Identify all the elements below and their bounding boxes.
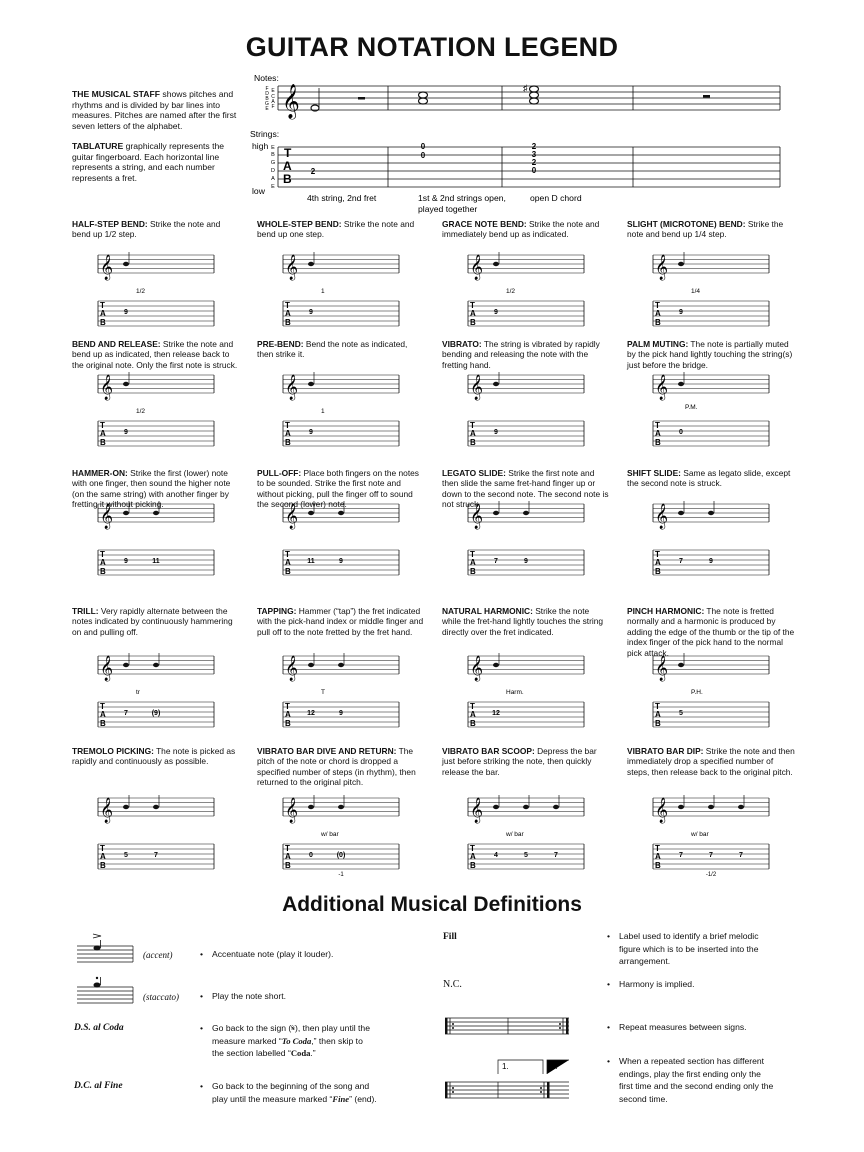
technique-caption xyxy=(257,746,425,788)
technique-notation xyxy=(96,788,216,878)
second-ending-label: 2. xyxy=(551,1062,558,1071)
svg-text:9: 9 xyxy=(679,309,683,316)
d-chord-notes xyxy=(530,86,539,92)
accent-desc: • Accentuate note (play it louder). xyxy=(212,948,333,961)
main-staff-diagram xyxy=(240,70,800,220)
svg-text:w/ bar: w/ bar xyxy=(321,831,339,838)
svg-text:9: 9 xyxy=(494,309,498,316)
technique-text: Strike the note and then immediately drop a specified number of steps, then release back to the original pitch. xyxy=(627,746,795,777)
technique-heading: GRACE NOTE BEND: xyxy=(442,219,527,229)
technique-heading: VIBRATO BAR SCOOP: xyxy=(442,746,535,756)
technique-text: The note is partially muted by the pick hand lightly touching the string(s) just before the bridge. xyxy=(627,339,793,370)
svg-text:𝄞: 𝄞 xyxy=(470,655,484,680)
staccato-staff-icon xyxy=(75,973,135,1013)
svg-text:𝄞: 𝄞 xyxy=(655,797,669,822)
technique-text: Strike the first note and then slide the same fret-hand finger up or down to the second note. The second note is not struck. xyxy=(442,468,609,510)
svg-text:TAB: T A B xyxy=(470,844,476,870)
svg-text:𝄞: 𝄞 xyxy=(285,503,299,528)
svg-text:𝄞: 𝄞 xyxy=(655,254,669,279)
technique-heading: PALM MUTING: xyxy=(627,339,689,349)
technique-notation xyxy=(96,646,216,736)
svg-text:9: 9 xyxy=(309,309,313,316)
technique-text: Strike the note while the fret-hand lightly touches the string directly over the fret indicated. xyxy=(442,606,604,637)
svg-text:𝄞: 𝄞 xyxy=(100,503,114,528)
nc-desc: • Harmony is implied. xyxy=(619,978,694,991)
svg-text:(9): (9) xyxy=(151,710,161,717)
technique-heading: LEGATO SLIDE: xyxy=(442,468,506,478)
svg-text:-1: -1 xyxy=(338,872,344,878)
technique-notation xyxy=(651,365,771,455)
svg-text:𝄞: 𝄞 xyxy=(100,655,114,680)
svg-text:TAB: T A B xyxy=(655,844,661,870)
technique-caption xyxy=(72,606,240,637)
technique-heading: PULL-OFF: xyxy=(257,468,302,478)
svg-text:12: 12 xyxy=(307,710,315,717)
technique-caption xyxy=(72,219,240,240)
svg-text:0: 0 xyxy=(531,166,537,175)
svg-text:F: F xyxy=(265,86,269,92)
technique-notation xyxy=(281,365,401,455)
technique-notation xyxy=(466,646,586,736)
main-tab-lines xyxy=(278,147,780,187)
svg-text:𝄞: 𝄞 xyxy=(285,374,299,399)
treble-clef-icon: 𝄞 xyxy=(282,85,300,118)
svg-text:2: 2 xyxy=(531,158,537,167)
technique-caption xyxy=(257,339,425,360)
technique-text: Same as legato slide, except the second note is struck. xyxy=(627,468,791,489)
svg-text:2: 2 xyxy=(310,167,316,176)
technique-text: Strike the note and bend up one step. xyxy=(257,219,415,240)
staff-description-heading: THE MUSICAL STAFF xyxy=(72,89,161,99)
svg-text:𝄞: 𝄞 xyxy=(285,655,299,680)
technique-notation xyxy=(281,646,401,736)
technique-text: The note is fretted normally and a harmonic is produced by adding the edge of the thumb or the tip of the index finger of the pick hand to the normal pick attack. xyxy=(627,606,795,658)
technique-notation xyxy=(466,494,586,584)
whole-note xyxy=(419,92,428,98)
technique-text: Strike the note and bend up 1/4 step. xyxy=(627,219,784,240)
dc-al-fine-desc: • Go back to the beginning of the song and play until the measure marked “Fine” (end). xyxy=(212,1080,412,1105)
fill-desc: • Label used to identify a brief melodic figure which is to be inserted into the arrangement. xyxy=(619,930,789,968)
svg-text:B: B xyxy=(271,152,275,158)
technique-heading: SLIGHT (MICROTONE) BEND: xyxy=(627,219,746,229)
technique-caption xyxy=(627,219,795,240)
technique-caption xyxy=(442,746,610,777)
technique-notation xyxy=(466,365,586,455)
technique-notation xyxy=(96,245,216,335)
caption-played-together: played together xyxy=(418,204,478,214)
svg-text:G: G xyxy=(265,101,269,107)
half-rest xyxy=(358,97,365,100)
svg-text:T: T xyxy=(321,689,325,696)
technique-heading: NATURAL HARMONIC: xyxy=(442,606,533,616)
technique-heading: TREMOLO PICKING: xyxy=(72,746,154,756)
notes-label: Notes: xyxy=(254,73,279,83)
svg-text:9: 9 xyxy=(309,429,313,436)
technique-heading: TRILL: xyxy=(72,606,99,616)
svg-text:TAB: T A B xyxy=(100,421,106,447)
svg-text:w/ bar: w/ bar xyxy=(506,831,524,838)
technique-heading: VIBRATO BAR DIP: xyxy=(627,746,704,756)
technique-heading: VIBRATO: xyxy=(442,339,482,349)
svg-text:E: E xyxy=(271,88,275,94)
ds-al-coda-desc: • Go back to the sign (𝄋), then play until the measure marked “To Coda,” then skip to the section labelled “Coda.” xyxy=(212,1022,412,1060)
svg-text:0: 0 xyxy=(679,429,683,436)
svg-text:𝄞: 𝄞 xyxy=(100,254,114,279)
technique-caption xyxy=(627,746,795,777)
endings-staff xyxy=(443,1056,573,1106)
svg-text:1/4: 1/4 xyxy=(691,288,701,295)
technique-notation xyxy=(96,494,216,584)
svg-text:1: 1 xyxy=(321,408,325,415)
technique-text: The string is vibrated by rapidly bending and releasing the note with the fretting hand. xyxy=(442,339,600,370)
staff-description xyxy=(72,89,237,131)
technique-text: Bend the note as indicated, then strike it. xyxy=(257,339,408,360)
svg-text:𝄞: 𝄞 xyxy=(655,374,669,399)
technique-heading: VIBRATO BAR DIVE AND RETURN: xyxy=(257,746,397,756)
tablature-description-text: graphically represents the guitar fingerboard. Each horizontal line represents a string, and each number represents a fret. xyxy=(72,141,225,183)
svg-text:TAB: T A B xyxy=(655,301,661,327)
svg-text:7: 7 xyxy=(679,852,683,859)
technique-text: Very rapidly alternate between the notes indicated by continuously hammering on and pulling off. xyxy=(72,606,233,637)
svg-text:0: 0 xyxy=(309,852,313,859)
staff-description-text: shows pitches and rhythms and is divided by bar lines into measures. Pitches are named after the first seven letters of the alphabet. xyxy=(72,89,237,131)
svg-text:11: 11 xyxy=(307,558,315,565)
svg-text:TAB: T A B xyxy=(100,844,106,870)
technique-notation xyxy=(281,245,401,335)
technique-caption xyxy=(627,468,795,489)
svg-text:A: A xyxy=(271,176,275,182)
svg-text:A: A xyxy=(271,99,275,105)
svg-text:7: 7 xyxy=(739,852,743,859)
technique-text: Strike the note and bend up as indicated, then release back to the original note. Only the first note is struck. xyxy=(72,339,238,370)
svg-text:7: 7 xyxy=(554,852,558,859)
svg-text:TAB: T A B xyxy=(285,702,291,728)
svg-text:9: 9 xyxy=(339,710,343,717)
technique-heading: PRE-BEND: xyxy=(257,339,304,349)
svg-text:TAB: T A B xyxy=(285,421,291,447)
page-title: GUITAR NOTATION LEGEND xyxy=(245,32,619,62)
svg-text:0: 0 xyxy=(420,142,426,151)
svg-text:w/ bar: w/ bar xyxy=(691,831,709,838)
svg-text:E: E xyxy=(271,145,275,151)
svg-text:P.H.: P.H. xyxy=(691,689,703,696)
svg-text:TAB: T A B xyxy=(100,550,106,576)
svg-text:1/2: 1/2 xyxy=(136,408,146,415)
repeat-desc: • Repeat measures between signs. xyxy=(619,1021,747,1034)
svg-text:12: 12 xyxy=(492,710,500,717)
svg-text:7: 7 xyxy=(154,852,158,859)
svg-text:TAB: T A B xyxy=(285,844,291,870)
technique-heading: HAMMER-ON: xyxy=(72,468,128,478)
technique-caption xyxy=(257,606,425,637)
svg-text:TAB: T A B xyxy=(655,421,661,447)
technique-notation xyxy=(466,245,586,335)
svg-text:E: E xyxy=(265,106,269,112)
caption-strings-open: 1st & 2nd strings open, xyxy=(418,193,506,203)
technique-heading: WHOLE-STEP BEND: xyxy=(257,219,342,229)
svg-text:TAB: T A B xyxy=(655,550,661,576)
svg-text:TAB: T A B xyxy=(100,301,106,327)
svg-text:Harm.: Harm. xyxy=(506,689,524,696)
accent-staff-icon xyxy=(75,928,135,968)
caption-4th-string: 4th string, 2nd fret xyxy=(307,193,377,203)
svg-text:TAB: T A B xyxy=(470,301,476,327)
svg-text:9: 9 xyxy=(124,309,128,316)
svg-text:1/2: 1/2 xyxy=(136,288,146,295)
svg-text:0: 0 xyxy=(420,151,426,160)
tab-logo: T A B xyxy=(283,146,292,186)
endings-desc: • When a repeated section has different endings, play the first ending only the first time and the second ending only the second time. xyxy=(619,1055,799,1105)
svg-text:TAB: T A B xyxy=(285,301,291,327)
svg-text:F: F xyxy=(271,104,275,110)
svg-text:1: 1 xyxy=(321,288,325,295)
svg-text:9: 9 xyxy=(709,558,713,565)
svg-text:E: E xyxy=(271,184,275,190)
svg-text:D: D xyxy=(271,168,275,174)
svg-text:7: 7 xyxy=(124,710,128,717)
svg-text:5: 5 xyxy=(679,710,683,717)
svg-text:𝄞: 𝄞 xyxy=(285,254,299,279)
technique-heading: PINCH HARMONIC: xyxy=(627,606,705,616)
svg-text:9: 9 xyxy=(524,558,528,565)
svg-text:9: 9 xyxy=(339,558,343,565)
staccato-desc: • Play the note short. xyxy=(212,990,286,1003)
svg-text:-1/2: -1/2 xyxy=(705,872,717,878)
svg-text:7: 7 xyxy=(679,558,683,565)
svg-text:𝄞: 𝄞 xyxy=(655,503,669,528)
technique-notation xyxy=(651,788,771,878)
technique-caption xyxy=(257,219,425,240)
accent-label: (accent) xyxy=(143,950,173,960)
technique-text: The note is picked as rapidly and continuously as possible. xyxy=(72,746,236,767)
svg-text:𝄞: 𝄞 xyxy=(285,797,299,822)
technique-caption xyxy=(442,606,610,637)
caption-open-d-chord: open D chord xyxy=(530,193,582,203)
svg-text:B: B xyxy=(265,96,269,102)
nc-term: N.C. xyxy=(443,979,462,990)
tablature-description xyxy=(72,141,237,183)
low-label: low xyxy=(252,186,265,196)
svg-text:3: 3 xyxy=(531,150,537,159)
svg-text:7: 7 xyxy=(709,852,713,859)
sharp-icon: ♯ xyxy=(523,83,528,93)
fill-term: Fill xyxy=(443,932,457,942)
svg-text:4: 4 xyxy=(494,852,498,859)
svg-text:TAB: T A B xyxy=(285,550,291,576)
technique-notation xyxy=(651,245,771,335)
technique-notation xyxy=(96,365,216,455)
svg-text:𝄞: 𝄞 xyxy=(655,655,669,680)
svg-text:9: 9 xyxy=(124,429,128,436)
svg-text:TAB: T A B xyxy=(100,702,106,728)
svg-text:7: 7 xyxy=(494,558,498,565)
technique-notation xyxy=(651,494,771,584)
technique-text: Strike the note and bend up 1/2 step. xyxy=(72,219,221,240)
note-letters xyxy=(265,86,275,112)
technique-text: Hammer (“tap”) the fret indicated with the pick-hand index or middle finger and pull off to the note fretted by the fret hand. xyxy=(257,606,424,637)
svg-text:TAB: T A B xyxy=(470,702,476,728)
technique-text: The pitch of the note or chord is dropped a specified number of steps (in rhythm), then returned to the original pitch. xyxy=(257,746,416,788)
svg-text:9: 9 xyxy=(494,429,498,436)
technique-text: Place both fingers on the notes to be sounded. Strike the first note and without picking, pull the finger off to sound the second (lower) note. xyxy=(257,468,419,510)
additional-definitions-title: Additional Musical Definitions xyxy=(282,893,582,916)
technique-caption xyxy=(72,746,240,767)
svg-text:5: 5 xyxy=(124,852,128,859)
technique-text: Strike the note and immediately bend up as indicated. xyxy=(442,219,600,240)
svg-text:𝄞: 𝄞 xyxy=(100,797,114,822)
svg-text:TAB: T A B xyxy=(470,421,476,447)
tablature-description-heading: TABLATURE xyxy=(72,141,124,151)
svg-text:𝄞: 𝄞 xyxy=(470,797,484,822)
svg-text:P.M.: P.M. xyxy=(685,404,698,411)
svg-text:9: 9 xyxy=(124,558,128,565)
strings-label: Strings: xyxy=(250,129,280,139)
svg-text:𝄞: 𝄞 xyxy=(470,254,484,279)
string-letters xyxy=(271,145,275,190)
technique-text: Depress the bar just before striking the note, then quickly release the bar. xyxy=(442,746,597,777)
svg-text:𝄞: 𝄞 xyxy=(470,374,484,399)
svg-text:𝄞: 𝄞 xyxy=(470,503,484,528)
staccato-label: (staccato) xyxy=(143,992,179,1002)
svg-text:tr: tr xyxy=(136,689,140,696)
technique-text: Strike the first (lower) note with one finger, then sound the higher note (on the same string) with another finger by fretting it without picking. xyxy=(72,468,231,510)
ds-al-coda-term: D.S. al Coda xyxy=(74,1023,124,1033)
high-label: high xyxy=(252,141,269,151)
technique-notation xyxy=(466,788,586,878)
first-ending-label: 1. xyxy=(502,1062,509,1071)
svg-text:1/2: 1/2 xyxy=(506,288,516,295)
svg-text:TAB: T A B xyxy=(470,550,476,576)
svg-text:11: 11 xyxy=(152,558,160,565)
svg-text:D: D xyxy=(265,91,269,97)
dc-al-fine-term: D.C. al Fine xyxy=(74,1081,123,1091)
whole-rest xyxy=(703,95,710,98)
svg-text:C: C xyxy=(271,94,275,100)
svg-text:(0): (0) xyxy=(336,852,346,859)
svg-text:G: G xyxy=(270,160,276,166)
svg-text:TAB: T A B xyxy=(655,702,661,728)
repeat-signs-staff xyxy=(443,1012,573,1048)
technique-heading: BEND AND RELEASE: xyxy=(72,339,161,349)
svg-text:𝄞: 𝄞 xyxy=(100,374,114,399)
svg-text:5: 5 xyxy=(524,852,528,859)
technique-heading: SHIFT SLIDE: xyxy=(627,468,681,478)
technique-notation xyxy=(281,788,401,878)
technique-notation xyxy=(281,494,401,584)
technique-heading: HALF-STEP BEND: xyxy=(72,219,148,229)
technique-notation xyxy=(651,646,771,736)
svg-text:2: 2 xyxy=(531,142,537,151)
technique-heading: TAPPING: xyxy=(257,606,297,616)
technique-caption xyxy=(442,219,610,240)
